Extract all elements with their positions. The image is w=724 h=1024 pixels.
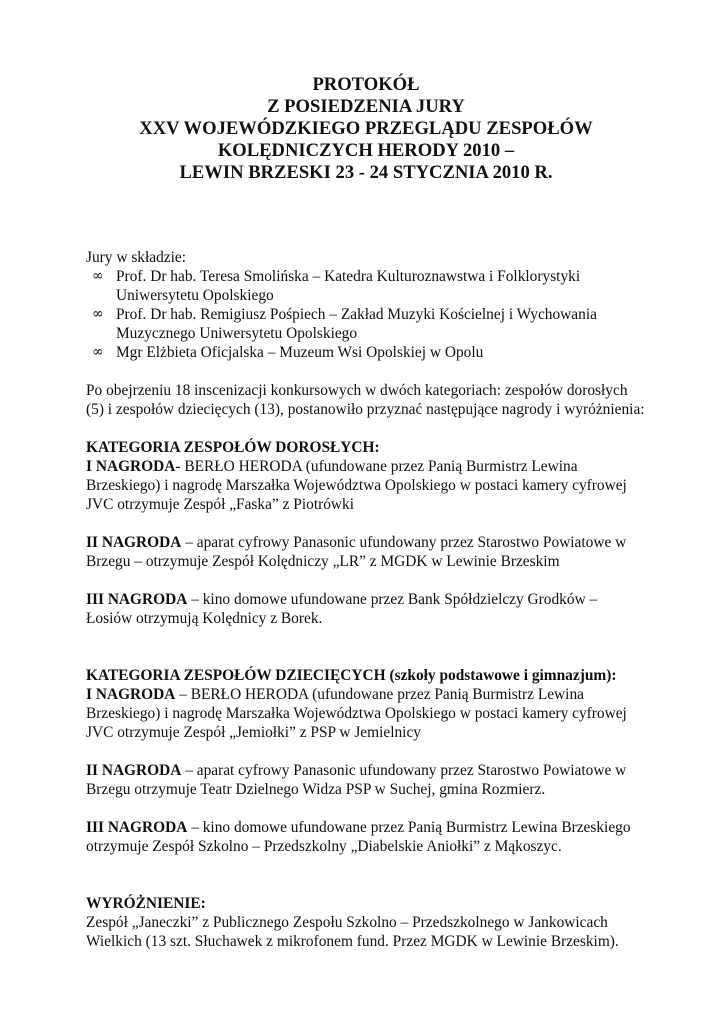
- jury-member-text: Prof. Dr hab. Remigiusz Pośpiech – Zakład Muzyki Kościelnej i Wychowania Muzycznego Uniwersytetu Opolskiego: [116, 306, 597, 342]
- prize-label: II NAGRODA: [86, 762, 182, 779]
- title-line-5: LEWIN BRZESKI 23 - 24 STYCZNIA 2010 R.: [179, 162, 553, 183]
- title-line-2: Z POSIEDZENIA JURY: [267, 96, 465, 117]
- jury-heading: Jury w składzie:: [86, 249, 187, 266]
- jury-member-text: Mgr Elżbieta Oficjalska – Muzeum Wsi Opolskiej w Opolu: [116, 344, 484, 361]
- prize-text: - BERŁO HERODA (ufundowane przez Panią Burmistrz Lewina Brzeskiego) i nagrodę Marszałka Województwa Opolskiego w postaci kamery cyfrowej JVC otrzymuje Zespół „Faska” z Piotrówki: [86, 458, 627, 513]
- prize-text: – aparat cyfrowy Panasonic ufundowany przez Starostwo Powiatowe w Brzegu – otrzymuje Zespół Kolędniczy „LR” z MGDK w Lewinie Brzeskim: [86, 534, 627, 570]
- infinity-bullet-icon: ∞: [92, 268, 104, 284]
- jury-member-text: Prof. Dr hab. Teresa Smolińska – Katedra Kulturoznawstwa i Folklorystyki Uniwersytetu Opolskiego: [116, 268, 581, 304]
- children-prize-1: [86, 685, 646, 742]
- adults-prize-2: [86, 533, 646, 571]
- jury-member: [86, 305, 646, 343]
- infinity-bullet-icon: ∞: [92, 344, 104, 360]
- jury-list: [86, 267, 646, 362]
- title-line-1: PROTOKÓŁ: [312, 74, 420, 95]
- distinction-title: WYRÓŻNIENIE:: [86, 895, 206, 912]
- prize-label: III NAGRODA: [86, 591, 188, 608]
- distinction-text: Zespół „Janeczki” z Publicznego Zespołu Szkolno – Przedszkolnego w Jankowicach Wielkich (13 szt. Słuchawek z mikrofonem fund. Przez MGDK w Lewinie Brzeskim).: [86, 914, 619, 950]
- prize-text: – BERŁO HERODA (ufundowane przez Panią Burmistrz Lewina Brzeskiego) i nagrodę Marszałka Województwa Opolskiego w postaci kamery cyfrowej JVC otrzymuje Zespół „Jemiołki” z PSP w Jemielnicy: [86, 686, 627, 741]
- prize-label: I NAGRODA: [86, 686, 176, 703]
- intro-paragraph: Po obejrzeniu 18 inscenizacji konkursowych w dwóch kategoriach: zespołów dorosłych (5) i zespołów dziecięcych (13), postanowiło przyznać następujące nagrody i wyróżnienia:: [86, 382, 645, 418]
- adults-category: [86, 438, 646, 628]
- title-line-3: XXV WOJEWÓDZKIEGO PRZEGLĄDU ZESPOŁÓW: [139, 118, 593, 139]
- adults-prize-1: [86, 457, 646, 514]
- children-category: [86, 666, 646, 856]
- jury-member: [86, 267, 646, 305]
- document-title: [66, 74, 666, 184]
- document-page: [86, 74, 646, 951]
- adults-category-title: KATEGORIA ZESPOŁÓW DOROSŁYCH:: [86, 439, 380, 456]
- children-category-title: KATEGORIA ZESPOŁÓW DZIECIĘCYCH (szkoły podstawowe i gimnazjum):: [86, 667, 617, 684]
- prize-label: III NAGRODA: [86, 819, 188, 836]
- prize-label: II NAGRODA: [86, 534, 182, 551]
- title-line-4: KOLĘDNICZYCH HERODY 2010 –: [217, 140, 515, 161]
- jury-member: [86, 343, 646, 362]
- distinction-section: [86, 894, 646, 951]
- adults-prize-3: [86, 590, 646, 628]
- prize-text: – kino domowe ufundowane przez Bank Spółdzielczy Grodków – Łosiów otrzymują Kolędnicy z Borek.: [86, 591, 598, 627]
- prize-text: – kino domowe ufundowane przez Panią Burmistrz Lewina Brzeskiego otrzymuje Zespół Szkolno – Przedszkolny „Diabelskie Aniołki” z Mąkoszyc.: [86, 819, 631, 855]
- children-prize-3: [86, 818, 646, 856]
- prize-text: – aparat cyfrowy Panasonic ufundowany przez Starostwo Powiatowe w Brzegu otrzymuje Teatr Dzielnego Widza PSP w Suchej, gmina Rozmierz.: [86, 762, 627, 798]
- prize-label: I NAGRODA: [86, 458, 176, 475]
- children-prize-2: [86, 761, 646, 799]
- infinity-bullet-icon: ∞: [92, 306, 104, 322]
